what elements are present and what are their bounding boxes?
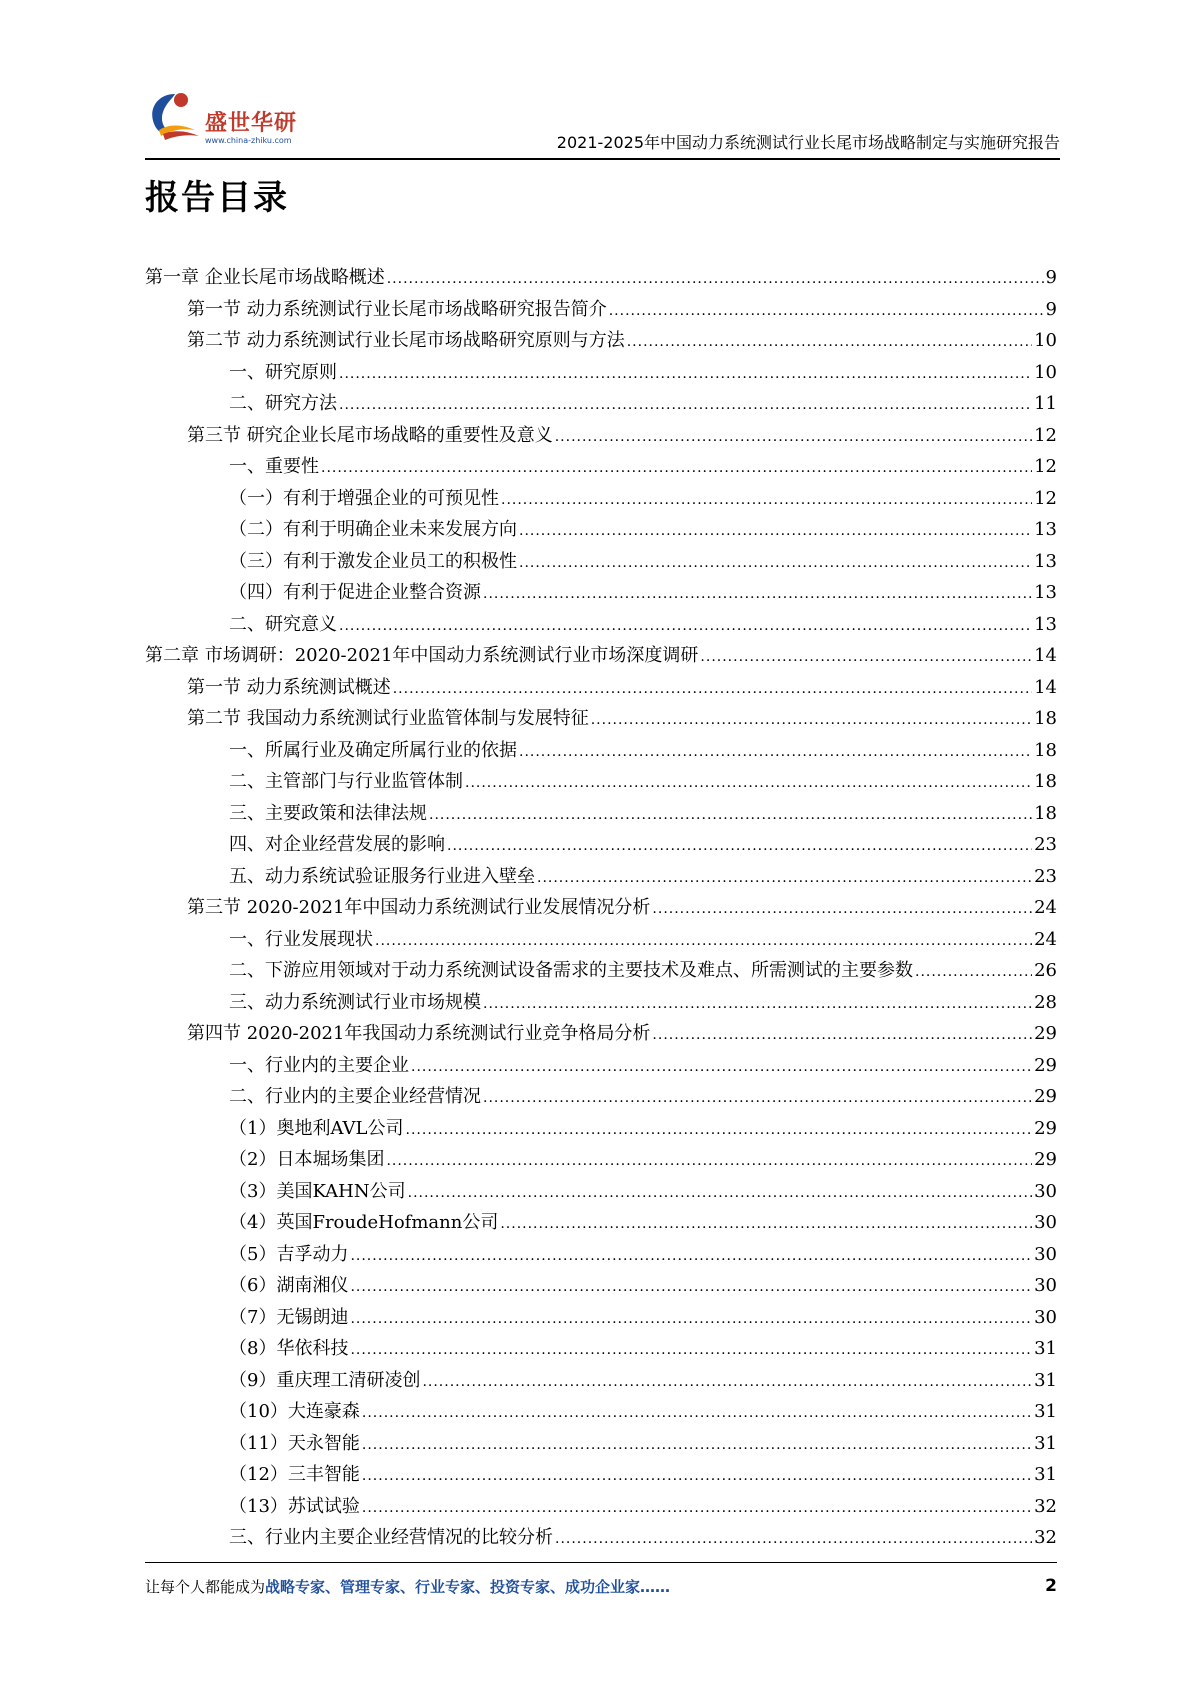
logo-text: 盛世华研	[205, 111, 298, 136]
toc-entry-page: 13	[1034, 582, 1057, 603]
toc-entry[interactable]	[145, 1081, 1057, 1113]
toc-entry-title: 一、研究原则	[229, 361, 337, 383]
logo-emblem-icon	[145, 86, 205, 146]
toc-entry[interactable]	[145, 703, 1057, 735]
toc-leader-dots	[406, 1115, 1033, 1147]
toc-leader-dots	[321, 453, 1032, 485]
toc-leader-dots	[627, 327, 1032, 359]
toc-entry-page: 24	[1034, 897, 1057, 918]
toc-entry[interactable]	[145, 1207, 1057, 1239]
toc-entry-page: 31	[1034, 1338, 1057, 1359]
toc-entry-title: 三、主要政策和法律法规	[229, 802, 427, 824]
toc-entry-page: 31	[1034, 1401, 1057, 1422]
toc-entry-title: 二、研究方法	[229, 393, 337, 414]
toc-entry-page: 12	[1034, 487, 1057, 509]
toc-entry-title: （4）英国FroudeHofmann公司	[229, 1212, 499, 1233]
toc-leader-dots	[519, 548, 1032, 580]
toc-entry[interactable]	[145, 1333, 1057, 1365]
toc-entry-page: 9	[1045, 298, 1057, 320]
toc-entry-title: 第三节 2020-2021年中国动力系统测试行业发展情况分析	[187, 897, 651, 918]
company-logo	[145, 86, 315, 150]
toc-entry-title: 第一章 企业长尾市场战略概述	[145, 267, 385, 288]
toc-leader-dots	[652, 1020, 1032, 1052]
toc-entry[interactable]	[145, 1428, 1057, 1460]
toc-leader-dots	[555, 422, 1032, 454]
footer-slogan-roles: 战略专家、管理专家、行业专家、投资专家、成功企业家……	[265, 1578, 671, 1596]
toc-entry[interactable]	[145, 1522, 1057, 1554]
toc-entry[interactable]	[145, 1176, 1057, 1208]
toc-leader-dots	[350, 1335, 1032, 1367]
toc-entry[interactable]	[145, 1270, 1057, 1302]
toc-entry[interactable]	[145, 640, 1057, 672]
toc-entry-page: 29	[1034, 1023, 1057, 1044]
toc-entry[interactable]	[145, 798, 1057, 830]
toc-entry-title: （8）华依科技	[229, 1338, 349, 1359]
toc-entry-page: 29	[1034, 1149, 1057, 1170]
toc-entry-title: 第三节 研究企业长尾市场战略的重要性及意义	[187, 424, 553, 446]
document-title: 2021-2025年中国动力系统测试行业长尾市场战略制定与实施研究报告	[556, 133, 1060, 152]
toc-entry-page: 30	[1034, 1212, 1057, 1233]
toc-entry[interactable]	[145, 924, 1057, 956]
toc-entry-page: 32	[1034, 1495, 1057, 1517]
toc-entry[interactable]	[145, 609, 1057, 641]
toc-entry[interactable]	[145, 1113, 1057, 1145]
toc-entry[interactable]	[145, 1144, 1057, 1176]
toc-entry[interactable]	[145, 955, 1057, 987]
toc-entry-page: 18	[1034, 708, 1057, 729]
toc-entry-page: 31	[1034, 1369, 1057, 1391]
toc-leader-dots	[375, 926, 1032, 958]
toc-entry[interactable]	[145, 420, 1057, 452]
toc-entry-title: （3）美国KAHN公司	[229, 1180, 406, 1202]
toc-entry-title: （三）有利于激发企业员工的积极性	[229, 550, 517, 572]
toc-entry[interactable]	[145, 672, 1057, 704]
toc-leader-dots	[350, 1272, 1032, 1304]
toc-leader-dots	[465, 768, 1032, 800]
toc-entry[interactable]	[145, 1491, 1057, 1523]
toc-entry-page: 28	[1034, 991, 1057, 1013]
toc-entry-title: 二、下游应用领域对于动力系统测试设备需求的主要技术及难点、所需测试的主要参数	[229, 960, 913, 981]
toc-entry-page: 13	[1034, 613, 1057, 635]
toc-entry[interactable]	[145, 451, 1057, 483]
page-footer	[145, 1576, 1057, 1600]
toc-entry-page: 23	[1034, 834, 1057, 855]
toc-entry-page: 29	[1034, 1117, 1057, 1139]
toc-entry-page: 13	[1034, 519, 1057, 540]
toc-entry-title: 三、动力系统测试行业市场规模	[229, 991, 481, 1013]
toc-leader-dots	[609, 296, 1044, 328]
toc-entry[interactable]	[145, 546, 1057, 578]
toc-entry[interactable]	[145, 1050, 1057, 1082]
toc-leader-dots	[700, 642, 1032, 674]
toc-entry-page: 29	[1034, 1086, 1057, 1107]
toc-entry-page: 26	[1034, 960, 1057, 981]
footer-slogan-prefix: 让每个人都能成为	[145, 1578, 266, 1596]
toc-entry-page: 18	[1034, 802, 1057, 824]
toc-entry[interactable]	[145, 1459, 1057, 1491]
toc-entry-page: 30	[1034, 1275, 1057, 1296]
toc-entry-title: （11）天永智能	[229, 1432, 360, 1454]
toc-entry-page: 31	[1034, 1432, 1057, 1454]
toc-entry-title: 第四节 2020-2021年我国动力系统测试行业竞争格局分析	[187, 1023, 651, 1044]
toc-entry-title: （5）吉孚动力	[229, 1243, 349, 1265]
toc-entry-page: 24	[1034, 928, 1057, 950]
toc-leader-dots	[339, 390, 1032, 422]
toc-entry-title: （9）重庆理工清研凌创	[229, 1369, 421, 1391]
page-header	[145, 80, 1060, 158]
logo-url: www.china-zhiku.com	[205, 136, 292, 145]
table-of-contents	[145, 262, 1057, 1554]
toc-leader-dots	[483, 989, 1032, 1021]
toc-entry-title: 三、行业内主要企业经营情况的比较分析	[229, 1527, 553, 1548]
toc-entry[interactable]	[145, 388, 1057, 420]
toc-entry[interactable]	[145, 577, 1057, 609]
toc-entry[interactable]	[145, 514, 1057, 546]
toc-leader-dots	[350, 1241, 1032, 1273]
toc-entry-page: 18	[1034, 739, 1057, 761]
toc-entry-title: 一、所属行业及确定所属行业的依据	[229, 739, 517, 761]
toc-leader-dots	[339, 359, 1032, 391]
toc-leader-dots	[652, 894, 1032, 926]
toc-entry-title: 第一节 动力系统测试行业长尾市场战略研究报告简介	[187, 298, 607, 320]
toc-entry[interactable]	[145, 294, 1057, 326]
toc-leader-dots	[339, 611, 1032, 643]
toc-entry-title: （10）大连豪森	[229, 1401, 360, 1422]
toc-leader-dots	[408, 1178, 1032, 1210]
toc-entry[interactable]	[145, 766, 1057, 798]
toc-leader-dots	[915, 957, 1032, 989]
toc-entry-page: 12	[1034, 456, 1057, 477]
toc-leader-dots	[393, 674, 1032, 706]
toc-entry-title: 二、行业内的主要企业经营情况	[229, 1086, 481, 1107]
toc-leader-dots	[387, 264, 1044, 296]
toc-entry[interactable]	[145, 861, 1057, 893]
toc-entry-page: 30	[1034, 1243, 1057, 1265]
toc-leader-dots	[483, 579, 1032, 611]
toc-entry-title: （6）湖南湘仪	[229, 1275, 349, 1296]
toc-leader-dots	[591, 705, 1032, 737]
toc-entry[interactable]	[145, 357, 1057, 389]
toc-entry-page: 13	[1034, 550, 1057, 572]
toc-entry-page: 31	[1034, 1464, 1057, 1485]
toc-leader-dots	[362, 1430, 1032, 1462]
toc-entry-page: 10	[1034, 330, 1057, 351]
footer-divider	[145, 1562, 1057, 1563]
toc-entry-title: 第二节 动力系统测试行业长尾市场战略研究原则与方法	[187, 330, 625, 351]
toc-entry-title: （1）奥地利AVL公司	[229, 1117, 404, 1139]
toc-entry[interactable]	[145, 735, 1057, 767]
toc-entry[interactable]	[145, 1365, 1057, 1397]
toc-entry-title: （二）有利于明确企业未来发展方向	[229, 519, 517, 540]
toc-entry-title: （12）三丰智能	[229, 1464, 360, 1485]
toc-entry-page: 14	[1034, 645, 1057, 666]
toc-entry-page: 14	[1034, 676, 1057, 698]
toc-leader-dots	[500, 1209, 1032, 1241]
toc-leader-dots	[362, 1493, 1032, 1525]
toc-entry[interactable]	[145, 262, 1057, 294]
toc-leader-dots	[519, 737, 1032, 769]
toc-leader-dots	[447, 831, 1032, 863]
toc-leader-dots	[386, 1146, 1032, 1178]
toc-entry[interactable]	[145, 325, 1057, 357]
toc-entry-title: （四）有利于促进企业整合资源	[229, 582, 481, 603]
toc-entry-title: 第一节 动力系统测试概述	[187, 676, 391, 698]
toc-entry-page: 10	[1034, 361, 1057, 383]
toc-entry-title: 第二章 市场调研：2020-2021年中国动力系统测试行业市场深度调研	[145, 645, 699, 666]
toc-entry-title: （13）苏试试验	[229, 1495, 360, 1517]
toc-leader-dots	[429, 800, 1032, 832]
toc-leader-dots	[537, 863, 1032, 895]
toc-leader-dots	[350, 1304, 1032, 1336]
header-divider	[145, 158, 1060, 160]
toc-entry[interactable]	[145, 1396, 1057, 1428]
toc-entry-page: 9	[1045, 267, 1057, 288]
toc-entry[interactable]	[145, 1018, 1057, 1050]
toc-entry[interactable]	[145, 1239, 1057, 1271]
toc-entry-page: 32	[1034, 1527, 1057, 1548]
toc-entry-page: 23	[1034, 865, 1057, 887]
toc-entry-title: 四、对企业经营发展的影响	[229, 834, 445, 855]
toc-entry-title: 二、研究意义	[229, 613, 337, 635]
toc-entry-title: （7）无锡朗迪	[229, 1306, 349, 1328]
toc-entry-title: 一、重要性	[229, 456, 319, 477]
toc-entry-title: 五、动力系统试验证服务行业进入壁垒	[229, 865, 535, 887]
toc-leader-dots	[411, 1052, 1032, 1084]
toc-entry-title: 第二节 我国动力系统测试行业监管体制与发展特征	[187, 708, 589, 729]
toc-leader-dots	[362, 1461, 1032, 1493]
toc-leader-dots	[483, 1083, 1032, 1115]
page-number: 2	[1045, 1576, 1057, 1596]
toc-entry[interactable]	[145, 1302, 1057, 1334]
toc-entry[interactable]	[145, 987, 1057, 1019]
toc-leader-dots	[555, 1524, 1032, 1556]
toc-entry-page: 30	[1034, 1180, 1057, 1202]
toc-entry-page: 12	[1034, 424, 1057, 446]
toc-leader-dots	[501, 485, 1032, 517]
toc-entry-title: 一、行业发展现状	[229, 928, 373, 950]
page-heading: 报告目录	[145, 178, 289, 218]
toc-entry-page: 11	[1034, 393, 1057, 414]
toc-entry[interactable]	[145, 892, 1057, 924]
toc-entry[interactable]	[145, 483, 1057, 515]
toc-leader-dots	[422, 1367, 1032, 1399]
toc-entry-title: 一、行业内的主要企业	[229, 1054, 409, 1076]
toc-entry-title: （2）日本堀场集团	[229, 1149, 385, 1170]
toc-entry-page: 29	[1034, 1054, 1057, 1076]
toc-leader-dots	[519, 516, 1032, 548]
toc-entry-page: 30	[1034, 1306, 1057, 1328]
toc-entry-title: 二、主管部门与行业监管体制	[229, 771, 463, 792]
toc-leader-dots	[362, 1398, 1032, 1430]
toc-entry-page: 18	[1034, 771, 1057, 792]
toc-entry-title: （一）有利于增强企业的可预见性	[229, 487, 499, 509]
toc-entry[interactable]	[145, 829, 1057, 861]
